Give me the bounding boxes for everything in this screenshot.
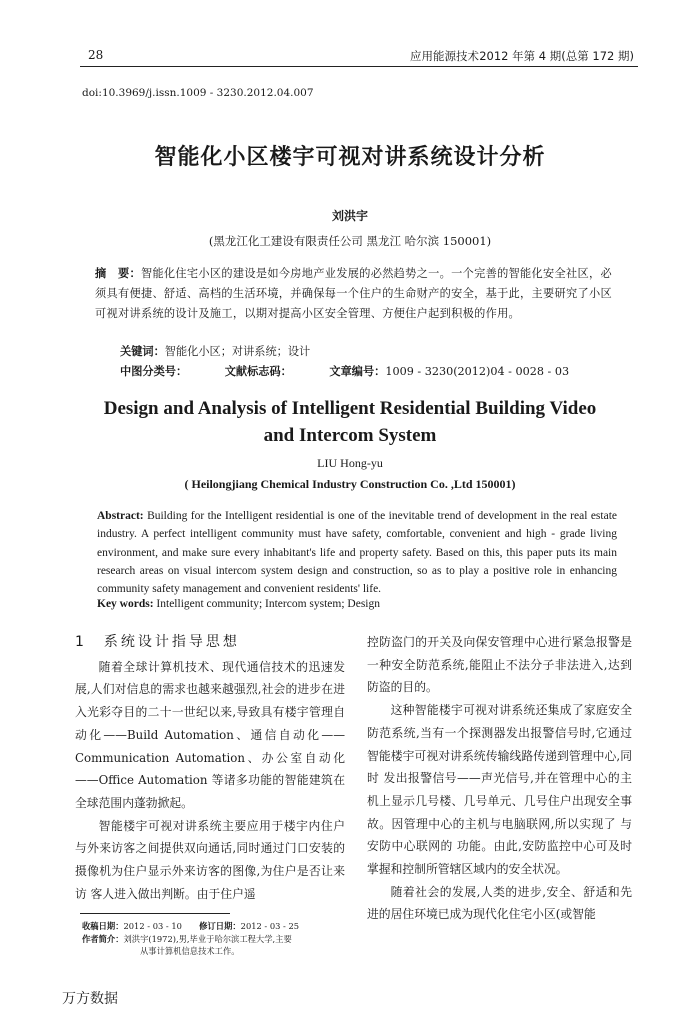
received-date: 2012 - 03 - 10 [123, 921, 182, 931]
received-label: 收稿日期： [82, 921, 124, 931]
affiliation-english: ( Heilongjiang Chemical Industry Construction Co. ,Ltd 150001) [184, 477, 516, 491]
title-english-line1: Design and Analysis of Intelligent Residential Building Video [103, 398, 597, 419]
keywords-label-english: Key words: [97, 598, 154, 610]
footnote [82, 920, 352, 958]
author-english: LIU Hong-yu [317, 456, 383, 470]
body-column-right [367, 631, 632, 926]
revised-date: 2012 - 03 - 25 [240, 921, 300, 931]
paragraph: 随着全球计算机技术、现代通信技术的迅速发展,人们对信息的需求也越来越强烈,社会的进步在进入光彩夺目的二十一世纪以来,导致具有楼宇管理自动化——Build Automation、通信自动化——Communication Automation、办公室自动化——Office Automation 等诸多功能的智能建筑在全球范围内蓬勃掀起。 [75, 659, 345, 810]
revised-label: 修订日期： [199, 921, 241, 931]
article-number-label: 文章编号： [329, 365, 386, 378]
author-bio-label: 作者简介： [82, 933, 124, 944]
abstract-text-chinese: 智能化住宅小区的建设是如今房地产业发展的必然趋势之一。一个完善的智能化安全社区，必须具有便捷、舒适、高档的生活环境，并确保每一个住户的生命财产的安全，基于此，主要研究了小区可视对讲系统的设计及施工，以期对提高小区安全管理、方便住户起到积极的作用。 [95, 267, 612, 320]
issue-info: 2012 年第 4 期(总第 172 期) [479, 49, 634, 63]
abstract-english [97, 507, 617, 598]
title-chinese: 智能化小区楼宇可视对讲系统设计分析 [154, 145, 546, 170]
abstract-label-chinese: 摘 要： [95, 267, 141, 280]
keywords-label-chinese: 关键词： [120, 345, 165, 358]
keywords-english [97, 598, 380, 610]
author-bio: 刘洪宇(1972),男,毕业于哈尔滨工程大学,主要 [123, 933, 292, 944]
doi: doi:10.3969/j.issn.1009 - 3230.2012.04.007 [82, 87, 314, 99]
doc-code-label: 文献标志码： [224, 365, 292, 378]
footnote-divider [80, 913, 230, 914]
page-number: 28 [88, 48, 104, 62]
abstract-label-english: Abstract: [97, 510, 144, 522]
article-number: 1009 - 3230(2012)04 - 0028 - 03 [385, 365, 570, 378]
keywords-text-english: Intelligent community; Intercom system; Design [156, 598, 380, 610]
paragraph: 控防盗门的开关及向保安管理中心进行紧急报警是一种安全防范系统,能阻止不法分子非法进入,达到防盗的目的。 [367, 635, 632, 695]
keywords-text-chinese: 智能化小区；对讲系统；设计 [164, 345, 311, 358]
paragraph: 智能楼宇可视对讲系统主要应用于楼宇内住户与外来访客之间提供双向通话,同时通过门口安装的摄像机为住户显示外来访客的图像,为住户是否让来访 客人进入做出判断。由于住户遥 [75, 818, 345, 901]
author-chinese: 刘洪宇 [331, 209, 368, 223]
author-bio-continued: 从事计算机信息技术工作。 [140, 946, 240, 956]
title-english [0, 395, 700, 449]
watermark: 万方数据 [62, 991, 118, 1007]
keywords-chinese [120, 343, 310, 359]
body-column-left [75, 631, 345, 905]
abstract-chinese [95, 264, 615, 324]
running-header [80, 46, 638, 67]
paragraph: 这种智能楼宇可视对讲系统还集成了家庭安全防范系统,当有一个探测器发出报警信号时,它通过智能楼宇可视对讲系统传输线路传递到管理中心,同时 发出报警信号——声光信号,并在管理中心的主机上显示几号楼、几号单元、几号住户出现安全事故。因管理中心的主机与电脑联网,所以实现了 与安防中心联网的 功能。由此,安防监控中心可及时掌握和控制所管辖区域内的安全状况。 [367, 703, 632, 877]
abstract-text-english: Building for the Intelligent residential is one of the inevitable trend of development in the real estate industry. A perfect intelligent community must have safety, comfortable, convenient and high - grade living environment, and make sure every inhabitant's life and property safety. Based on this, this paper puts its main research areas on visual intercom system design and construction, so as to play a positive role in enhancing community safety management and convenient residents' life. [97, 510, 618, 596]
title-english-line2: and Intercom System [263, 425, 437, 446]
affiliation-chinese: (黑龙江化工建设有限责任公司 黑龙江 哈尔滨 150001) [208, 234, 492, 248]
section-heading: 1 系统设计指导思想 [75, 634, 240, 650]
journal-name: 应用能源技术 [410, 49, 479, 63]
paragraph: 随着社会的发展,人类的进步,安全、舒适和先进的居住环境已成为现代化住宅小区(或智能 [367, 884, 632, 922]
classification-line [120, 363, 603, 379]
clc-label: 中图分类号： [120, 365, 188, 378]
